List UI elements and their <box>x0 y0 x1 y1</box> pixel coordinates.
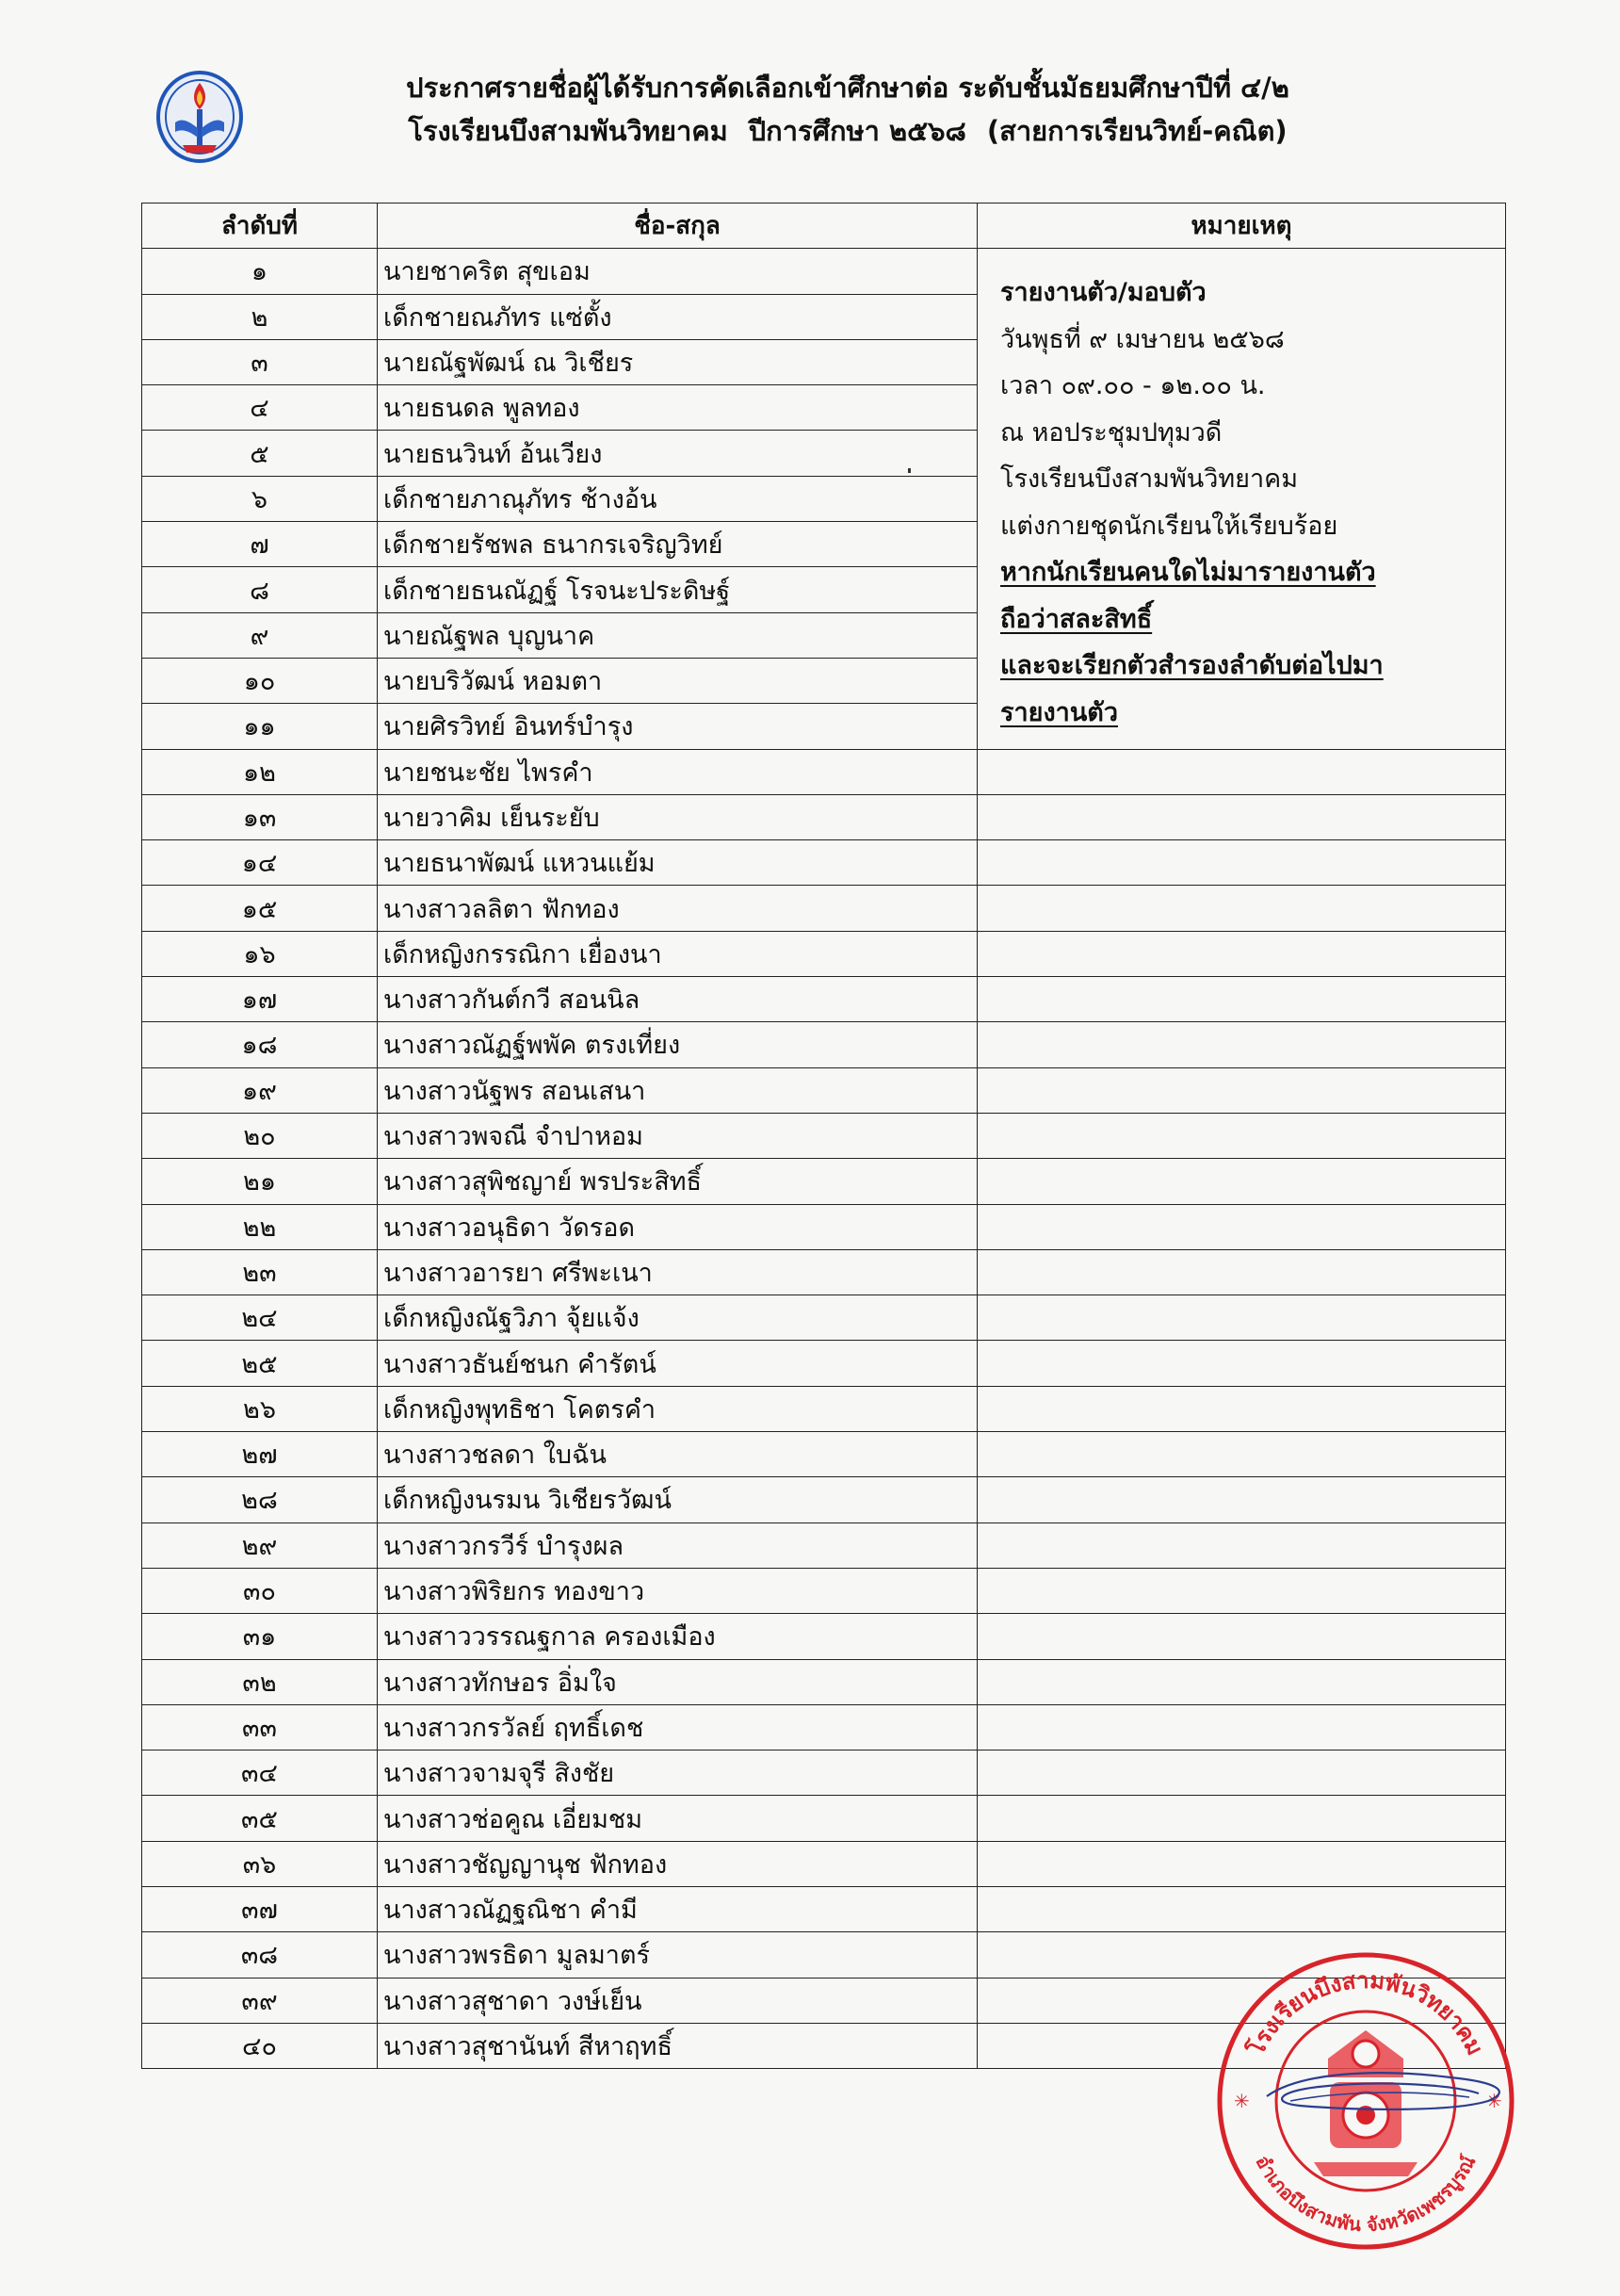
remark-line-5: โรงเรียนบึงสามพันวิทยาคม <box>1000 464 1299 495</box>
table-row <box>142 977 1506 1022</box>
student-name: เด็กชายภาณุภัทร ช้างอ้น <box>378 476 978 521</box>
table-row <box>142 1341 1506 1386</box>
remark-empty-cell <box>978 749 1506 794</box>
student-name: เด็กหญิงกรรณิกา เยื่องนา <box>378 931 978 976</box>
remark-empty-cell <box>978 1249 1506 1295</box>
student-number: ๑๑ <box>142 704 378 749</box>
student-name: นายชนะชัย ไพรคำ <box>378 749 978 794</box>
student-name: นางสาวพิริยกร ทองขาว <box>378 1568 978 1613</box>
remark-empty-cell <box>978 1159 1506 1204</box>
student-number: ๑๙ <box>142 1067 378 1113</box>
student-name: นางสาวจามจุรี สิงชัย <box>378 1750 978 1796</box>
remark-empty-cell <box>978 1704 1506 1750</box>
remark-empty-cell <box>978 1341 1506 1386</box>
student-name: นางสาวสุพิชญาย์ พรประสิทธิ์ <box>378 1159 978 1204</box>
student-name: นางสาวนัฐพร สอนเสนา <box>378 1067 978 1113</box>
student-number: ๑๖ <box>142 931 378 976</box>
student-number: ๑๒ <box>142 749 378 794</box>
student-name: นางสาวอารยา ศรีพะเนา <box>378 1249 978 1295</box>
remark-line-2: วันพุธที่ ๙ เมษายน ๒๕๖๘ <box>1000 324 1285 354</box>
student-number: ๘ <box>142 567 378 612</box>
table-row <box>142 1295 1506 1341</box>
student-number: ๒๕ <box>142 1341 378 1386</box>
table-row <box>142 1841 1506 1886</box>
student-number: ๑๕ <box>142 886 378 931</box>
student-number: ๓๙ <box>142 1978 378 2023</box>
student-name: นายวาคิม เย็นระยับ <box>378 794 978 839</box>
student-name: นายณัฐพัฒน์ ณ วิเชียร <box>378 339 978 384</box>
table-row <box>142 1432 1506 1477</box>
remark-empty-cell <box>978 1886 1506 1931</box>
remark-empty-cell <box>978 1614 1506 1659</box>
remark-cell <box>978 249 1506 749</box>
student-number: ๓๑ <box>142 1614 378 1659</box>
remark-empty-cell <box>978 1295 1506 1341</box>
student-number: ๑๘ <box>142 1022 378 1067</box>
svg-text:✳: ✳ <box>1234 2090 1250 2112</box>
student-number: ๑๗ <box>142 977 378 1022</box>
student-number: ๓๖ <box>142 1841 378 1886</box>
student-name: นางสาวทักษอร อิ่มใจ <box>378 1659 978 1704</box>
student-name: นายธนาพัฒน์ แหวนแย้ม <box>378 840 978 886</box>
student-name: นางสาวณัฏฐ์พพัค ตรงเที่ยง <box>378 1022 978 1067</box>
student-number: ๒๓ <box>142 1249 378 1295</box>
student-name: เด็กชายรัชพล ธนากรเจริญวิทย์ <box>378 522 978 567</box>
remark-empty-cell <box>978 1568 1506 1613</box>
student-number: ๑๔ <box>142 840 378 886</box>
student-name: นางสาวชัญญานุช ฟักทอง <box>378 1841 978 1886</box>
student-name: เด็กหญิงณัฐวิภา จุ้ยแจ้ง <box>378 1295 978 1341</box>
document-header <box>283 66 1413 153</box>
student-number: ๒๑ <box>142 1159 378 1204</box>
table-row <box>142 1704 1506 1750</box>
academic-year: ปีการศึกษา ๒๕๖๘ <box>748 115 966 147</box>
remark-empty-cell <box>978 1659 1506 1704</box>
student-name: นางสาวสุชานันท์ สีหาฤทธิ์ <box>378 2023 978 2068</box>
student-name: เด็กชายธนณัฏฐ์ โรจนะประดิษฐ์ <box>378 567 978 612</box>
table-row <box>142 794 1506 839</box>
remark-empty-cell <box>978 1432 1506 1477</box>
stamp-text-bottom: อำเภอบึงสามพัน จังหวัดเพชรบูรณ์ <box>1251 2151 1481 2237</box>
column-header-no: ลำดับที่ <box>142 204 378 249</box>
student-name: นางสาวพรธิดา มูลมาตร์ <box>378 1932 978 1978</box>
remark-empty-cell <box>978 1750 1506 1796</box>
table-row <box>142 840 1506 886</box>
student-name: นางสาวพจณี จำปาหอม <box>378 1113 978 1158</box>
table-row <box>142 1659 1506 1704</box>
stray-mark <box>908 468 911 473</box>
student-name: นายณัฐพล บุญนาค <box>378 612 978 658</box>
student-name: นางสาวณัฏฐณิชา คำมี <box>378 1886 978 1931</box>
student-number: ๒ <box>142 294 378 339</box>
student-number: ๒๖ <box>142 1386 378 1431</box>
remark-line-1: รายงานตัว/มอบตัว <box>1000 278 1207 308</box>
student-name: นางสาวช่อคูณ เอี่ยมชม <box>378 1796 978 1841</box>
student-number: ๓๐ <box>142 1568 378 1613</box>
student-number: ๕ <box>142 431 378 476</box>
remark-empty-cell <box>978 886 1506 931</box>
student-name: นางสาวกรวีร์ บำรุงผล <box>378 1523 978 1568</box>
student-name: เด็กหญิงนรมน วิเชียรวัฒน์ <box>378 1477 978 1523</box>
study-program: (สายการเรียนวิทย์-คณิต) <box>986 115 1288 147</box>
column-header-name: ชื่อ-สกุล <box>378 204 978 249</box>
student-number: ๓๓ <box>142 1704 378 1750</box>
student-number: ๒๔ <box>142 1295 378 1341</box>
remark-line-3: เวลา ๐๙.๐๐ - ๑๒.๐๐ น. <box>1000 371 1266 401</box>
table-row <box>142 1477 1506 1523</box>
announcement-title: ประกาศรายชื่อผู้ได้รับการคัดเลือกเข้าศึกษาต่อ ระดับชั้นมัธยมศึกษาปีที่ ๔/๒ <box>406 72 1289 104</box>
student-number: ๓๘ <box>142 1932 378 1978</box>
student-number: ๒๒ <box>142 1204 378 1249</box>
remark-empty-cell <box>978 1386 1506 1431</box>
table-row <box>142 931 1506 976</box>
student-name: นางสาวสุชาดา วงษ์เย็น <box>378 1978 978 2023</box>
remark-empty-cell <box>978 1796 1506 1841</box>
table-row <box>142 1386 1506 1431</box>
student-number: ๖ <box>142 476 378 521</box>
remark-empty-cell <box>978 1477 1506 1523</box>
student-number: ๒๐ <box>142 1113 378 1158</box>
student-name: เด็กหญิงพุทธิชา โคตรคำ <box>378 1386 978 1431</box>
remark-empty-cell <box>978 977 1506 1022</box>
table-row <box>142 1523 1506 1568</box>
table-row <box>142 749 1506 794</box>
table-row <box>142 1796 1506 1841</box>
remark-line-8: ถือว่าสละสิทธิ์ <box>1000 604 1153 634</box>
remark-empty-cell <box>978 931 1506 976</box>
student-number: ๔ <box>142 385 378 431</box>
table-row <box>142 1022 1506 1067</box>
table-row <box>142 1159 1506 1204</box>
table-header-row <box>142 204 1506 249</box>
student-list-table <box>141 203 1506 2069</box>
table-row <box>142 1568 1506 1613</box>
table-row <box>142 1750 1506 1796</box>
student-number: ๓๕ <box>142 1796 378 1841</box>
student-number: ๓๒ <box>142 1659 378 1704</box>
student-number: ๒๘ <box>142 1477 378 1523</box>
table-row <box>142 1249 1506 1295</box>
student-name: เด็กชายณภัทร แซ่ตั้ง <box>378 294 978 339</box>
student-number: ๓๗ <box>142 1886 378 1931</box>
remark-empty-cell <box>978 1113 1506 1158</box>
student-name: นายศิรวิทย์ อินทร์บำรุง <box>378 704 978 749</box>
remark-empty-cell <box>978 1523 1506 1568</box>
student-number: ๑๓ <box>142 794 378 839</box>
student-name: นางสาวธันย์ชนก คำรัตน์ <box>378 1341 978 1386</box>
remark-line-6: แต่งกายชุดนักเรียนให้เรียบร้อย <box>1000 511 1338 541</box>
svg-text:✳: ✳ <box>1486 2090 1502 2112</box>
student-number: ๑๐ <box>142 658 378 703</box>
table-row <box>142 1067 1506 1113</box>
remark-empty-cell <box>978 1022 1506 1067</box>
remark-empty-cell <box>978 1204 1506 1249</box>
student-name: นายบริวัฒน์ หอมตา <box>378 658 978 703</box>
remark-line-10: รายงานตัว <box>1000 697 1118 727</box>
table-row <box>142 1113 1506 1158</box>
school-name: โรงเรียนบึงสามพันวิทยาคม <box>408 115 728 147</box>
student-name: นางสาวอนุธิดา วัดรอด <box>378 1204 978 1249</box>
student-number: ๑ <box>142 249 378 294</box>
remark-line-7: หากนักเรียนคนใดไม่มารายงานตัว <box>1000 558 1376 588</box>
student-name: นางสาวกรวัลย์ ฤทธิ์เดช <box>378 1704 978 1750</box>
stamp-text-top: โรงเรียนบึงสามพันวิทยาคม <box>1242 1966 1489 2060</box>
table-row <box>142 1614 1506 1659</box>
student-number: ๗ <box>142 522 378 567</box>
student-number: ๓๔ <box>142 1750 378 1796</box>
student-name: นางสาววรรณฐกาล ครองเมือง <box>378 1614 978 1659</box>
student-number: ๓ <box>142 339 378 384</box>
student-number: ๙ <box>142 612 378 658</box>
student-name: นางสาวลลิตา ฟักทอง <box>378 886 978 931</box>
table-row <box>142 249 1506 294</box>
remark-line-9: และจะเรียกตัวสำรองลำดับต่อไปมา <box>1000 651 1384 681</box>
signature-scribble <box>1262 2054 1516 2139</box>
student-name: นายชาคริต สุขเอม <box>378 249 978 294</box>
student-name: นางสาวกันต์กวี สอนนิล <box>378 977 978 1022</box>
student-name: นางสาวชลดา ใบฉัน <box>378 1432 978 1477</box>
remark-empty-cell <box>978 794 1506 839</box>
school-year-line <box>283 109 1413 153</box>
column-header-remark: หมายเหตุ <box>978 204 1506 249</box>
table-row <box>142 886 1506 931</box>
table-row <box>142 1886 1506 1931</box>
school-logo-icon <box>154 70 245 164</box>
remark-line-4: ณ หอประชุมปทุมวดี <box>1000 417 1223 448</box>
student-number: ๒๗ <box>142 1432 378 1477</box>
student-number: ๔๐ <box>142 2023 378 2068</box>
student-name: นายธนวินท์ อ้นเวียง <box>378 431 978 476</box>
student-number: ๒๙ <box>142 1523 378 1568</box>
table-row <box>142 1204 1506 1249</box>
remark-empty-cell <box>978 1067 1506 1113</box>
remark-empty-cell <box>978 840 1506 886</box>
remark-empty-cell <box>978 1841 1506 1886</box>
student-name: นายธนดล พูลทอง <box>378 385 978 431</box>
